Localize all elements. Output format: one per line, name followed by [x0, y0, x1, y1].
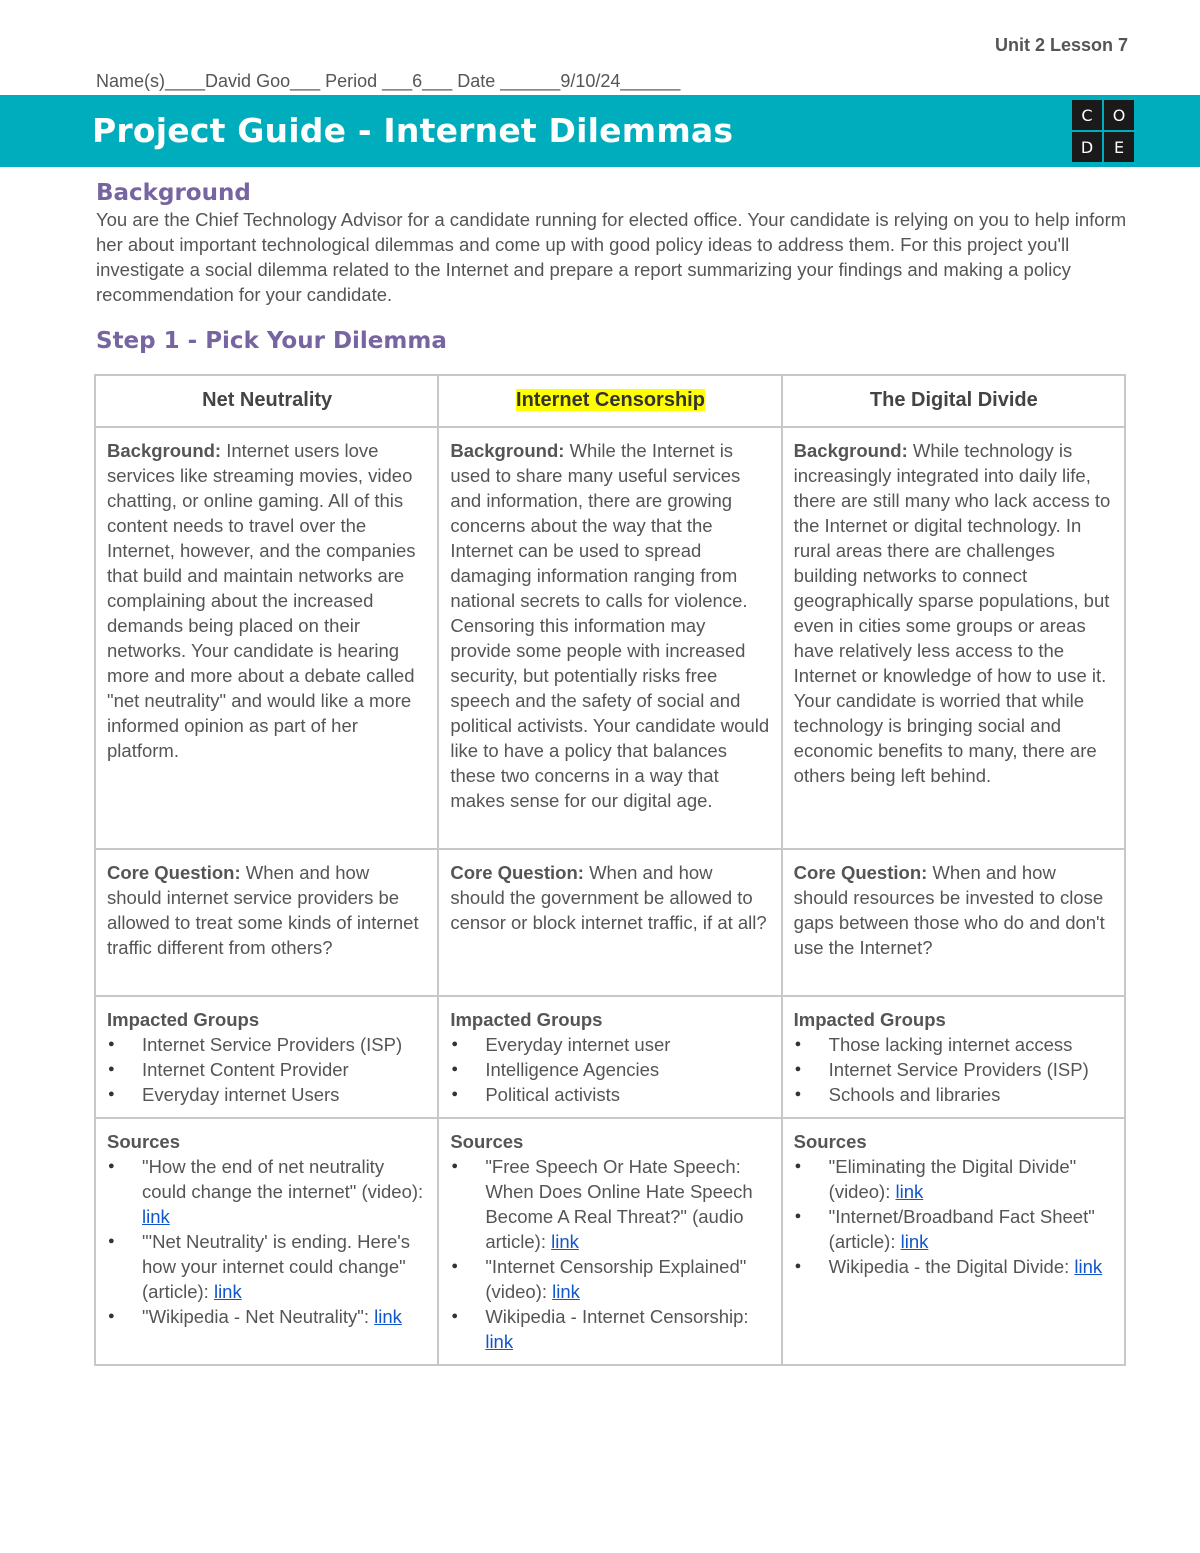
core-question-text: When and how should the government be allowed to censor or block internet traffic, if at all?	[450, 862, 767, 933]
impacted-groups-cell	[782, 996, 1125, 1118]
sources-label: Sources	[450, 1131, 524, 1152]
sources-list	[794, 1154, 1114, 1279]
sources-cell	[438, 1118, 781, 1365]
impacted-groups-label: Impacted Groups	[107, 1009, 260, 1030]
core-question-label: Core Question:	[450, 862, 584, 883]
list-item	[450, 1304, 770, 1354]
source-title: "'Net Neutrality' is ending. Here's how your internet could change" (article):	[142, 1231, 411, 1302]
source-title: "Internet Censorship Explained" (video):	[485, 1256, 747, 1302]
impacted-groups-list	[107, 1032, 427, 1107]
logo-letter: D	[1072, 132, 1102, 162]
source-title: "Eliminating the Digital Divide" (video):	[828, 1156, 1077, 1202]
core-question-cell	[438, 849, 781, 996]
impacted-groups-cell	[95, 996, 438, 1118]
source-link[interactable]: link	[551, 1231, 579, 1252]
list-item	[107, 1229, 427, 1304]
sources-list	[450, 1154, 770, 1354]
code-logo	[1072, 100, 1134, 162]
list-item	[107, 1154, 427, 1229]
impacted-groups-cell	[438, 996, 781, 1118]
name-period-date-line: Name(s)____David Goo___ Period ___6___ Date ______9/10/24______	[96, 71, 681, 91]
source-title: Wikipedia - Internet Censorship:	[485, 1306, 749, 1327]
list-item: ● Intelligence Agencies	[450, 1057, 770, 1082]
list-item	[794, 1254, 1114, 1279]
source-link[interactable]: link	[213, 1281, 242, 1302]
table-header-row	[95, 375, 1125, 427]
source-link[interactable]: link	[374, 1306, 402, 1327]
background-text: You are the Chief Technology Advisor for a candidate running for elected office. Your candidate is relying on you to help inform her about important technological dilemmas and come up with good policy ideas to address them. For this project you'll investigate a social dilemma related to the Internet and prepare a report summarizing your findings and making a policy recommendation for your candidate.	[96, 209, 1127, 305]
source-link[interactable]: link	[142, 1206, 170, 1227]
sources-cell	[95, 1118, 438, 1365]
source-link[interactable]: link	[485, 1331, 514, 1352]
list-item	[450, 1154, 770, 1254]
source-link[interactable]: link	[900, 1231, 929, 1252]
background-cell	[438, 427, 781, 849]
sources-row	[95, 1118, 1125, 1365]
step1-heading: Step 1 - Pick Your Dilemma	[96, 328, 447, 354]
impacted-groups-label: Impacted Groups	[450, 1009, 603, 1030]
list-item: ● Internet Service Providers (ISP)	[794, 1057, 1114, 1082]
sources-list	[107, 1154, 427, 1329]
column-title: Net Neutrality	[202, 389, 333, 411]
source-title: "Internet/Broadband Fact Sheet" (article):	[828, 1206, 1095, 1252]
background-row	[95, 427, 1125, 849]
core-question-text: When and how should resources be invested to close gaps between those who do and don't use the Internet?	[793, 862, 1105, 958]
source-title: "Free Speech Or Hate Speech: When Does Online Hate Speech Become A Real Threat?" (audio article):	[485, 1156, 753, 1252]
logo-letter: O	[1104, 100, 1134, 130]
unit-lesson-label: Unit 2 Lesson 7	[994, 35, 1128, 55]
source-title: "How the end of net neutrality could change the internet" (video):	[142, 1156, 424, 1202]
background-label: Background:	[107, 440, 222, 461]
column-title: The Digital Divide	[869, 389, 1038, 411]
list-item: ● Schools and libraries	[794, 1082, 1114, 1107]
list-item	[794, 1154, 1114, 1204]
list-item	[450, 1254, 770, 1304]
core-question-text: When and how should internet service providers be allowed to treat some kinds of internet traffic different from others?	[107, 862, 419, 958]
list-item	[107, 1304, 427, 1329]
impacted-groups-list	[450, 1032, 770, 1107]
background-heading: Background	[96, 180, 251, 206]
background-label: Background:	[450, 440, 565, 461]
core-question-row	[95, 849, 1125, 996]
sources-label: Sources	[107, 1131, 181, 1152]
background-label: Background:	[793, 440, 908, 461]
source-title: Wikipedia - the Digital Divide:	[828, 1256, 1075, 1277]
impacted-groups-list	[794, 1032, 1114, 1107]
list-item: ● Internet Content Provider	[107, 1057, 427, 1082]
sources-cell	[782, 1118, 1125, 1365]
source-link[interactable]: link	[895, 1181, 924, 1202]
list-item: ● Everyday internet Users	[107, 1082, 427, 1107]
column-title-highlighted: Internet Censorship	[516, 389, 705, 411]
column-header-net-neutrality	[95, 375, 438, 427]
logo-letter: C	[1072, 100, 1102, 130]
list-item: ● Everyday internet user	[450, 1032, 770, 1057]
background-cell-text: Internet users love services like streaming movies, video chatting, or online gaming. All of this content needs to travel over the Internet, however, and the companies that build and maintain networks are complaining about the increased demands being placed on their networks. Your candidate is hearing more and more about a debate called "net neutrality" and would like a more informed opinion as part of her platform.	[107, 440, 416, 761]
logo-letter: E	[1104, 132, 1134, 162]
list-item: ● Political activists	[450, 1082, 770, 1107]
impacted-groups-label: Impacted Groups	[793, 1009, 946, 1030]
title-banner	[0, 95, 1200, 167]
background-cell-text: While the Internet is used to share many useful services and information, there are growing concerns about the way that the Internet can be used to spread damaging information ranging from national secrets to calls for violence. Censoring this information may provide some people with increased security, but potentially risks free speech and the safety of social and political activists. Your candidate would like to have a policy that balances these two concerns in a way that makes sense for our digital age.	[450, 440, 770, 811]
source-link[interactable]: link	[552, 1281, 580, 1302]
background-cell	[95, 427, 438, 849]
source-link[interactable]: link	[1074, 1256, 1103, 1277]
list-item	[794, 1204, 1114, 1254]
dilemma-table	[94, 374, 1126, 1366]
background-cell	[782, 427, 1125, 849]
impacted-groups-row	[95, 996, 1125, 1118]
core-question-cell	[782, 849, 1125, 996]
sources-label: Sources	[793, 1131, 867, 1152]
list-item: ● Internet Service Providers (ISP)	[107, 1032, 427, 1057]
column-header-internet-censorship	[438, 375, 781, 427]
background-cell-text: While technology is increasingly integrated into daily life, there are still many who lack access to the Internet or digital technology. In rural areas there are challenges building networks to connect geographically sparse populations, but even in cities some groups or areas have relatively less access to the Internet or knowledge of how to use it. Your candidate is worried that while technology is bringing social and economic benefits to many, there are others being left behind.	[793, 440, 1111, 786]
core-question-cell	[95, 849, 438, 996]
source-title: "Wikipedia - Net Neutrality":	[142, 1306, 375, 1327]
list-item: ● Those lacking internet access	[794, 1032, 1114, 1057]
core-question-label: Core Question:	[107, 862, 241, 883]
column-header-digital-divide	[782, 375, 1125, 427]
core-question-label: Core Question:	[793, 862, 928, 883]
page-title: Project Guide - Internet Dilemmas	[92, 111, 734, 150]
